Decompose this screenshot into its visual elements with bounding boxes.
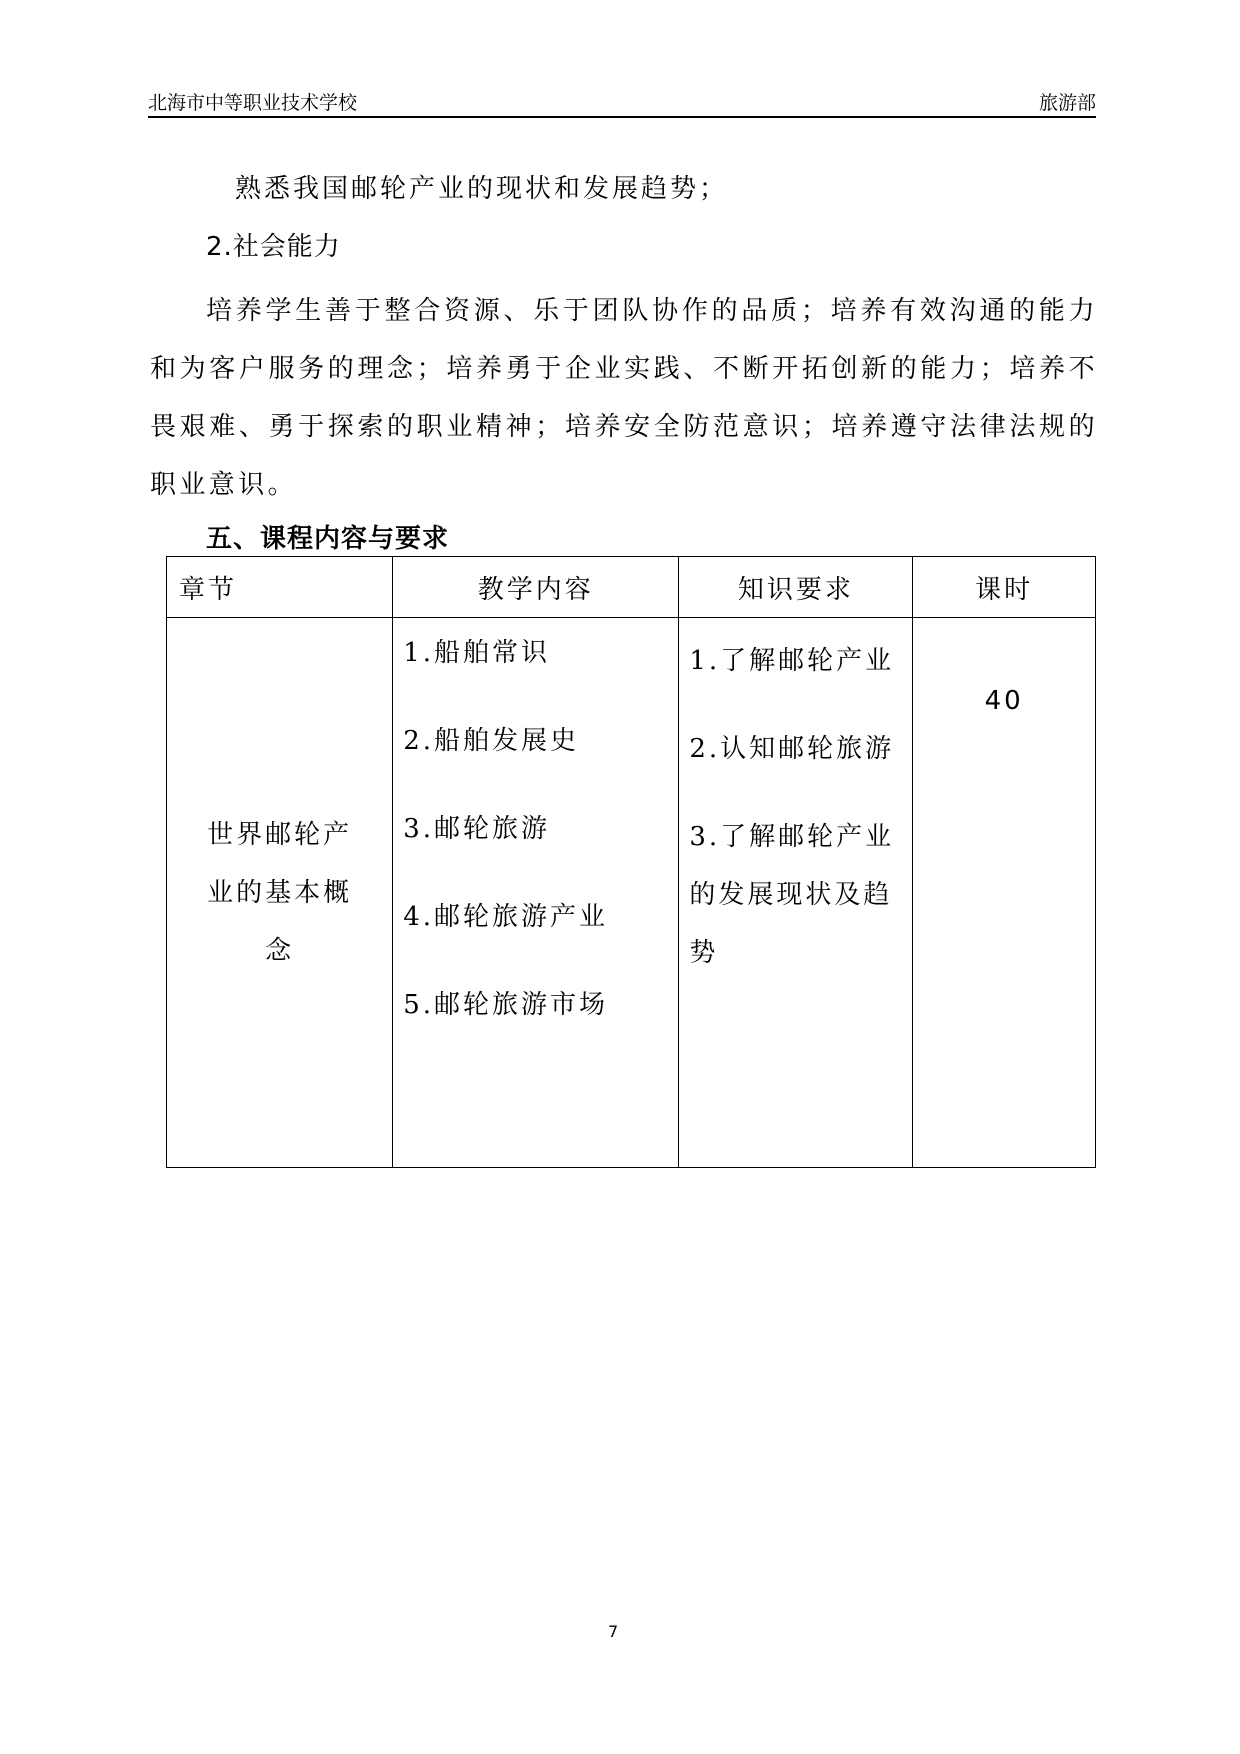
page-header: [148, 84, 1096, 118]
chapter-name: 世界邮轮产业的基本概念: [207, 819, 353, 966]
subsection-heading: 2.社会能力: [206, 232, 341, 262]
content-item: 3.邮轮旅游: [403, 814, 550, 844]
page-number: 7: [608, 1622, 619, 1641]
requirement-item: 2.认知邮轮旅游: [689, 734, 895, 764]
school-name: 北海市中等职业技术学校: [148, 92, 358, 114]
requirement-item: 3.了解邮轮产业的发展现状及趋势: [689, 822, 895, 968]
body-line: 熟悉我国邮轮产业的现状和发展趋势；: [235, 174, 729, 204]
header-chapter: 章节: [167, 557, 393, 618]
table-row: [167, 618, 1096, 1168]
header-requirements: 知识要求: [679, 557, 913, 618]
section-title: 五、课程内容与要求: [206, 524, 450, 554]
department-name: 旅游部: [1038, 92, 1096, 114]
content-cell: [393, 618, 679, 1168]
content-item: 1.船舶常识: [403, 638, 550, 668]
hours-cell: 40: [913, 618, 1096, 1168]
content-item: 4.邮轮旅游产业: [403, 902, 608, 932]
content-item: 5.邮轮旅游市场: [403, 990, 608, 1020]
requirements-cell: [679, 618, 913, 1168]
course-table: [166, 556, 1096, 1168]
header-hours: 课时: [913, 557, 1096, 618]
chapter-cell: [167, 618, 393, 1168]
content-item: 2.船舶发展史: [403, 726, 579, 756]
requirement-item: 1.了解邮轮产业: [689, 646, 895, 676]
body-paragraph: 培养学生善于整合资源、乐于团队协作的品质；培养有效沟通的能力和为客户服务的理念；培养勇于企业实践、不断开拓创新的能力；培养不畏艰难、勇于探索的职业精神；培养安全防范意识；培养遵守法律法规的职业意识。: [150, 296, 1098, 500]
header-content: 教学内容: [393, 557, 679, 618]
table-header-row: [167, 557, 1096, 618]
